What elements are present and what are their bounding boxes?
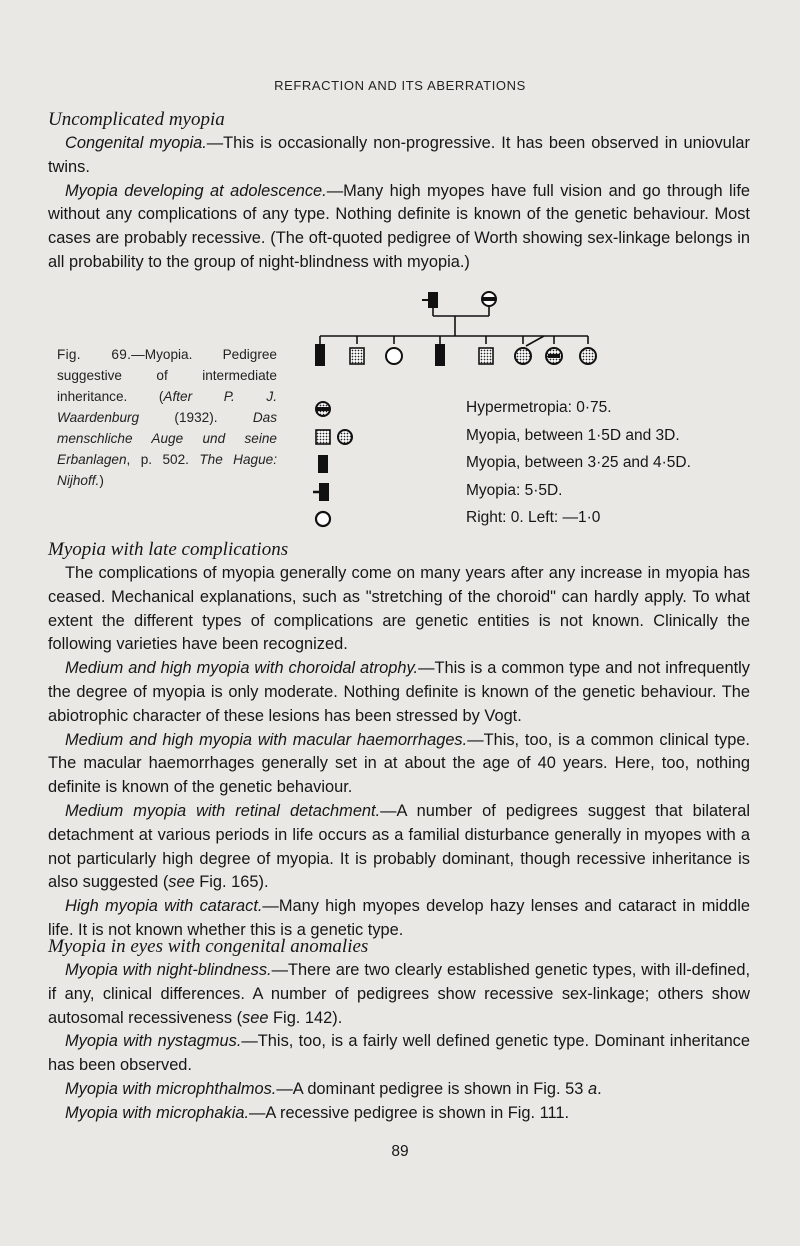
paragraph-lead: Myopia with microphthalmos. (65, 1079, 277, 1098)
legend-row (310, 396, 740, 424)
paragraph-lead: Myopia developing at adolescence. (65, 181, 327, 200)
paragraph-text: —This, too, is a common clinical type. The macular haemorrhages generally set in at about the age of 40 years. Here, too, nothing definite is known of the genetic behaviour. (48, 730, 750, 797)
open-circle-icon (310, 508, 380, 530)
paragraph-intro: The complications of myopia generally come on many years after any increase in myopia has ceased. Mechanical explanations, such as "stretching of the choroid" can hardly apply. To what extent the different types of complications are genetic entities is not known. Clinically the following varieties have been recognized. (48, 564, 750, 654)
caption-publisher: The Hague: Nijhoff. (57, 452, 277, 488)
legend-row (310, 451, 740, 479)
caption-page: , p. 502. (126, 452, 200, 467)
legend-text: Myopia, between 1·5D and 3D. (466, 426, 680, 444)
paragraph-lead: Myopia with night-blindness. (65, 961, 272, 979)
paragraph-night-blindness (48, 959, 750, 1030)
caption-book: Das menschliche Auge und seine Erbanlagen (57, 410, 277, 467)
legend-text: Right: 0. Left: —1·0 (466, 509, 601, 526)
paragraph-microphthalmos (48, 1078, 750, 1102)
running-head: REFRACTION AND ITS ABERRATIONS (274, 78, 526, 93)
paragraph-lead: High myopia with cataract. (65, 897, 263, 916)
legend-row (310, 424, 740, 452)
section-heading: Myopia in eyes with congenital anomalies (48, 936, 369, 957)
paragraph-tail: Fig. 142). (268, 1008, 343, 1027)
paragraph-choroidal (48, 657, 750, 728)
legend-text: Myopia: 5·5D. (466, 481, 563, 499)
dotted-circle-icon (310, 398, 380, 420)
pedigree-diagram (312, 286, 612, 392)
child-1-symbol (315, 344, 325, 366)
pedigree-legend (310, 396, 740, 534)
section-congenital-anomalies (48, 935, 750, 1126)
paragraph-tail: . (597, 1079, 602, 1098)
child-6-symbol (515, 336, 544, 364)
figure-label: Fig. 69. (57, 347, 132, 362)
father-symbol (422, 292, 438, 308)
see-reference: see (242, 1008, 269, 1027)
paragraph-adolescence (48, 180, 750, 275)
paragraph-lead: Medium and high myopia with choroidal atrophy. (65, 659, 419, 678)
paragraph-microphakia (48, 1102, 750, 1126)
paragraph-lead: Myopia with nystagmus. (65, 1032, 242, 1051)
paragraph-text: —This, too, is a fairly well defined genetic type. Dominant inheritance has been observed. (48, 1032, 750, 1075)
filled-square-icon (310, 453, 380, 475)
paragraph-text: —A number of pedigrees suggest that bilateral detachment at various periods in life occurs as a familial disturbance generally in myopes with a not particularly high degree of myopia. It is probably dominant, though recessive inheritance is also suggested ( (48, 801, 750, 892)
paragraph-text: —A dominant pedigree is shown in Fig. 53 (276, 1079, 588, 1098)
figure-caption (57, 344, 277, 491)
paragraph-text: —A recessive pedigree is shown in Fig. 111. (249, 1103, 570, 1122)
child-4-symbol (435, 344, 445, 366)
section-uncomplicated (48, 108, 750, 275)
paragraph-text: —This is a common type and not infrequently the degree of myopia is only moderate. Nothing definite is known of the genetic behaviour. The abiotrophic character of these lesions has been stressed by Vogt. (48, 659, 751, 725)
filled-square-arrow-icon (310, 481, 380, 503)
paragraph-nystagmus (48, 1030, 750, 1078)
child-2-symbol (350, 348, 364, 364)
legend-row (310, 506, 740, 534)
paragraph-text: —There are two clearly established genetic types, with ill-defined, if any, clinical differences. A number of pedigrees show recessive sex-linkage; others show autosomal recessiveness ( (48, 961, 750, 1027)
paragraph-text: —Many high myopes have full vision and go through life without any complications of any type. Nothing definite is known of the genetic behaviour. Most cases are probably recessive. (The oft-quoted pedigree of Worth showing sex-linkage belongs in all probability to the group of night-blindness with myopia.) (48, 181, 750, 271)
paragraph-lead: Medium and high myopia with macular haemorrhages. (65, 730, 468, 749)
paragraph-lead: Myopia with microphakia. (65, 1103, 250, 1122)
paragraph-text: —Many high myopes develop hazy lenses and cataract in middle life. It is not known whether this is a genetic type. (48, 897, 750, 939)
child-5-symbol (479, 348, 493, 364)
dotted-square-and-circle-icon (310, 426, 380, 448)
section-late-complications (48, 538, 750, 943)
section-heading: Myopia with late complications (48, 539, 289, 560)
paragraph-lead: Medium myopia with retinal detachment. (65, 801, 381, 820)
page-number: 89 (391, 1143, 409, 1160)
child-3-symbol (386, 348, 402, 364)
caption-author: After P. J. Waardenburg (57, 389, 277, 425)
figure-suffix: a (587, 1079, 598, 1098)
legend-row (310, 479, 740, 507)
paragraph-lead: Congenital myopia. (65, 134, 207, 152)
paragraph-tail: Fig. 165). (194, 873, 269, 892)
see-reference: see (168, 873, 195, 892)
child-8-symbol (580, 348, 596, 364)
paragraph-congenital (48, 132, 750, 180)
paragraph-detachment (48, 800, 750, 895)
paragraph-macular (48, 729, 750, 800)
legend-text: Myopia, between 3·25 and 4·5D. (466, 454, 691, 471)
caption-text: —Myopia. Pedigree suggestive of intermediate inheritance. ( (57, 347, 277, 404)
caption-year: (1932). (139, 410, 253, 425)
legend-text: Hypermetropia: 0·75. (466, 399, 612, 416)
section-heading: Uncomplicated myopia (48, 109, 225, 130)
caption-close: ) (99, 473, 104, 488)
mother-symbol (482, 292, 496, 306)
paragraph-text: —This is occasionally non-progressive. It has been observed in uniovular twins. (48, 134, 750, 176)
child-7-symbol (546, 348, 562, 364)
